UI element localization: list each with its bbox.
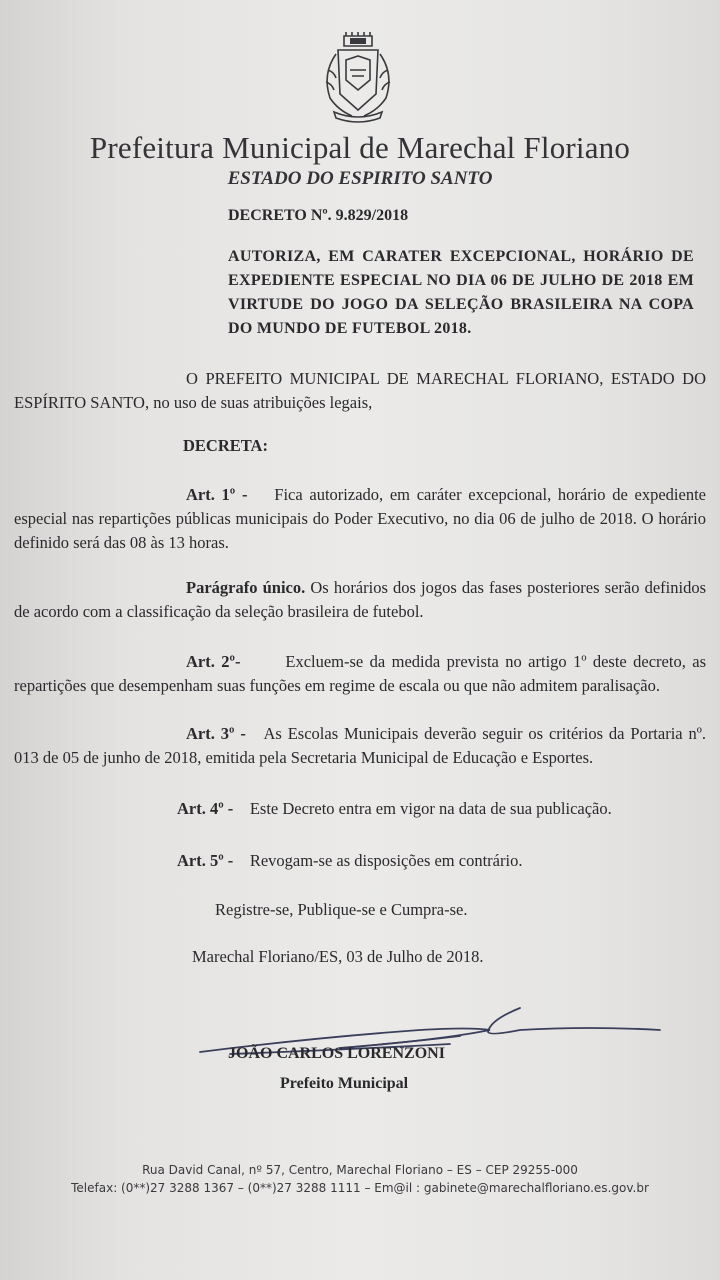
article-1-label: Art. 1º - [186,485,248,504]
footer-contact: Telefax: (0**)27 3288 1367 – (0**)27 3288 1111 – Em@il : gabinete@marechalfloriano.es.gov.br [71,1181,649,1195]
municipal-crest-icon [316,30,400,128]
decree-number: DECRETO Nº. 9.829/2018 [228,207,409,224]
article-4 [177,799,612,819]
signatory-role: Prefeito Municipal [280,1075,409,1092]
article-3-label: Art. 3º - [186,724,246,743]
sole-paragraph-text: Os horários dos jogos das fases posteriores serão definidos de acordo com a classificação da seleção brasileira de futebol. [14,578,706,621]
article-2-text: Excluem-se da medida prevista no artigo 1º deste decreto, as repartições que desempenham suas funções em regime de escala ou que não admitem paralisação. [14,652,706,695]
place-and-date: Marechal Floriano/ES, 03 de Julho de 2018. [192,947,484,966]
article-4-label: Art. 4º - [177,799,234,818]
footer-address: Rua David Canal, nº 57, Centro, Marechal Floriano – ES – CEP 29255-000 [142,1163,578,1177]
signatory-name: JOÃO CARLOS LORENZONI [228,1045,445,1062]
closing-formula: Registre-se, Publique-se e Cumpra-se. [215,900,468,919]
article-2-label: Art. 2º- [186,652,241,671]
decreta-heading: DECRETA: [183,436,268,455]
article-1 [14,483,706,555]
sole-paragraph [14,576,706,624]
article-3-text: As Escolas Municipais deverão seguir os critérios da Portaria nº. 013 de 05 de junho de 2018, emitida pela Secretaria Municipal de Educação e Esportes. [14,724,706,767]
decree-ementa: AUTORIZA, EM CARATER EXCEPCIONAL, HORÁRIO DE EXPEDIENTE ESPECIAL NO DIA 06 DE JULHO DE 2018 EM VIRTUDE DO JOGO DA SELEÇÃO BRASILEIRA NA COPA DO MUNDO DE FUTEBOL 2018. [228,248,694,337]
state-subtitle: ESTADO DO ESPIRITO SANTO [227,168,493,189]
article-5-text: Revogam-se as disposições em contrário. [249,851,523,870]
article-2 [14,650,706,698]
page-title: Prefeitura Municipal de Marechal Floriano [89,130,631,165]
article-1-text: Fica autorizado, em caráter excepcional, horário de expediente especial nas repartições públicas municipais do Poder Executivo, no dia 06 de julho de 2018. O horário definido será das 08 às 13 horas. [14,485,706,552]
article-3 [14,722,706,770]
article-5-label: Art. 5º - [177,851,234,870]
preamble-paragraph: O PREFEITO MUNICIPAL DE MARECHAL FLORIANO, ESTADO DO ESPÍRITO SANTO, no uso de suas atribuições legais, [14,369,706,412]
sole-paragraph-label: Parágrafo único. [186,578,306,597]
article-4-text: Este Decreto entra em vigor na data de sua publicação. [249,799,612,818]
article-5 [177,851,522,871]
